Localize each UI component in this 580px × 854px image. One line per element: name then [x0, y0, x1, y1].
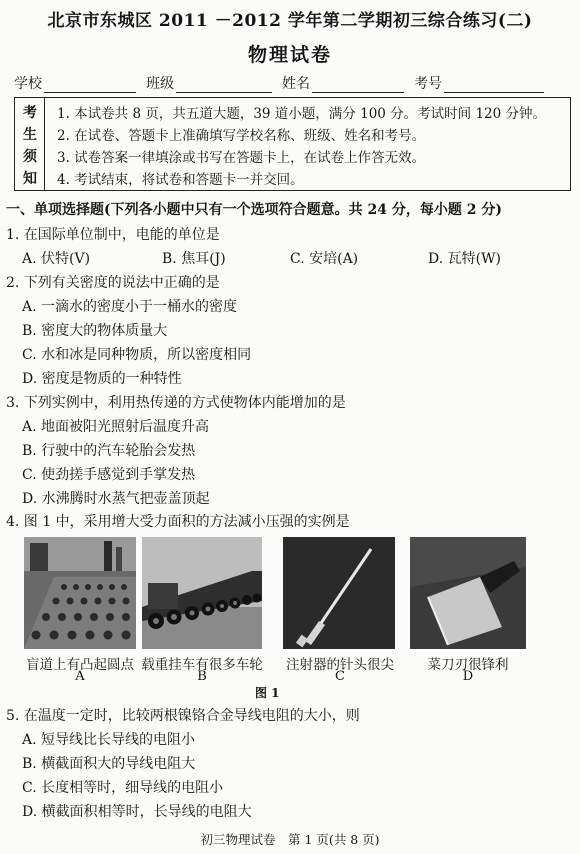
notice-heading	[15, 98, 45, 190]
number-blank[interactable]	[444, 78, 544, 93]
notice-item: 3. 试卷答案一律填涂或书写在答题卡上，在试卷上作答无效。	[57, 150, 426, 166]
figure-caption: 载重挂车有很多车轮	[141, 657, 263, 673]
option-c[interactable]: C. 安培(A)	[290, 251, 359, 267]
exam-notice-box	[14, 97, 571, 191]
name-label: 姓名	[282, 76, 310, 92]
option-c[interactable]: C. 长度相等时，细导线的电阻小	[22, 780, 224, 796]
option-d[interactable]: D. 横截面积相等时，长导线的电阻大	[22, 804, 252, 820]
option-b[interactable]: B. 行驶中的汽车轮胎会发热	[22, 443, 196, 459]
figure-option-letter[interactable]: B	[197, 669, 207, 684]
heavy-trailer-photo[interactable]	[142, 537, 262, 649]
option-d[interactable]: D. 瓦特(W)	[428, 251, 501, 267]
question-stem: 5. 在温度一定时，比较两根镍铬合金导线电阻的大小，则	[6, 708, 360, 724]
question-stem: 3. 下列实例中，利用热传递的方式使物体内能增加的是	[6, 395, 346, 411]
option-b[interactable]: B. 焦耳(J)	[162, 251, 226, 267]
figure-label: 图 1	[255, 686, 280, 700]
question-stem: 4. 图 1 中，采用增大受力面积的方法减小压强的实例是	[6, 514, 350, 530]
option-c[interactable]: C. 水和冰是同种物质，所以密度相同	[22, 347, 252, 363]
option-b[interactable]: B. 横截面积大的导线电阻大	[22, 756, 196, 772]
tactile-paving-photo[interactable]	[24, 537, 136, 649]
figure-caption: 菜刀刃很锋利	[427, 657, 509, 673]
figure-caption: 注射器的针头很尖	[286, 657, 394, 673]
option-a[interactable]: A. 地面被阳光照射后温度升高	[22, 419, 210, 435]
section-heading: 一、单项选择题(下列各小题中只有一个选项符合题意。共 24 分，每小题 2 分)	[6, 202, 502, 218]
page-footer: 初三物理试卷 第 1 页(共 8 页)	[200, 832, 380, 847]
option-a[interactable]: A. 一滴水的密度小于一桶水的密度	[22, 299, 238, 315]
notice-heading-char: 生	[23, 127, 37, 143]
student-info-row	[14, 73, 574, 93]
notice-heading-char: 须	[23, 149, 37, 165]
figure-option-letter[interactable]: A	[75, 669, 85, 684]
question-stem: 2. 下列有关密度的说法中正确的是	[6, 275, 220, 291]
class-blank[interactable]	[176, 78, 272, 93]
option-b[interactable]: B. 密度大的物体质量大	[22, 323, 168, 339]
question-stem: 1. 在国际单位制中，电能的单位是	[6, 227, 220, 243]
option-a[interactable]: A. 伏特(V)	[22, 251, 91, 267]
notice-heading-char: 考	[23, 105, 37, 121]
exam-title: 北京市东城区 2011 －2012 学年第二学期初三综合练习(二)	[47, 11, 533, 31]
exam-subtitle: 物理试卷	[247, 44, 332, 66]
notice-heading-char: 知	[23, 171, 37, 187]
name-blank[interactable]	[312, 78, 404, 93]
notice-item: 4. 考试结束，将试卷和答题卡一并交回。	[57, 172, 304, 188]
school-blank[interactable]	[44, 78, 136, 93]
number-label: 考号	[414, 76, 442, 92]
figure-caption: 盲道上有凸起圆点	[26, 657, 134, 673]
kitchen-knife-photo[interactable]	[410, 537, 526, 649]
figure-option-letter[interactable]: D	[462, 669, 474, 684]
school-label: 学校	[14, 76, 42, 92]
figure-option-letter[interactable]: C	[335, 669, 345, 684]
syringe-needle-photo[interactable]	[283, 537, 395, 649]
notice-item: 2. 在试卷、答题卡上准确填写学校名称、班级、姓名和考号。	[57, 128, 426, 144]
option-d[interactable]: D. 密度是物质的一种特性	[22, 371, 182, 387]
notice-item: 1. 本试卷共 8 页，共五道大题，39 道小题，满分 100 分。考试时间 120 分钟。	[57, 106, 547, 122]
class-label: 班级	[146, 76, 174, 92]
option-a[interactable]: A. 短导线比长导线的电阻小	[22, 732, 196, 748]
option-d[interactable]: D. 水沸腾时水蒸气把壶盖顶起	[22, 491, 210, 507]
option-c[interactable]: C. 使劲搓手感觉到手掌发热	[22, 467, 196, 483]
